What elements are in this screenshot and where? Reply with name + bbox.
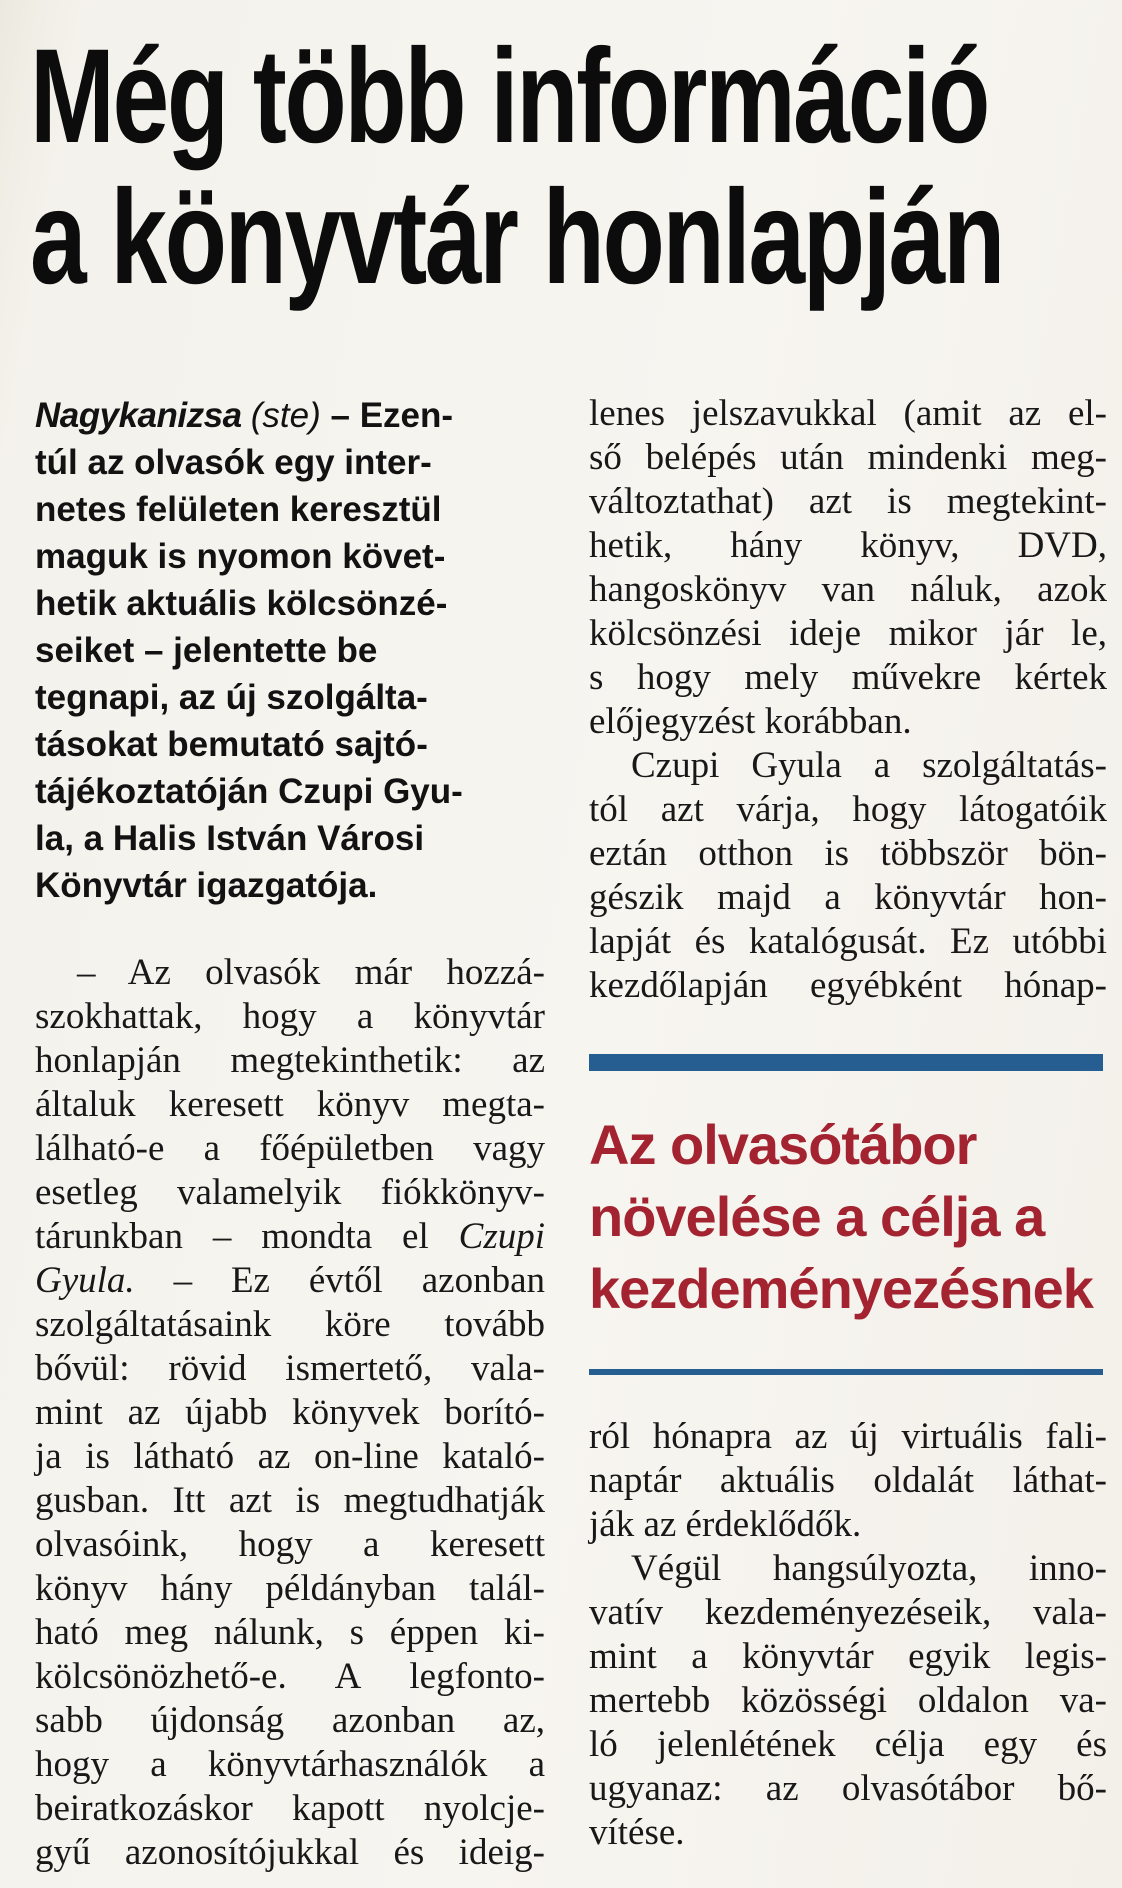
text-line: mint az újabb könyvek borító- bbox=[35, 1392, 545, 1433]
column-right bbox=[589, 392, 1107, 1875]
text-line: esetleg valamelyik fiókkönyv- bbox=[35, 1172, 545, 1213]
body-paragraph-3 bbox=[589, 744, 1107, 1008]
text-line: kölcsönözhető-e. A legfonto- bbox=[35, 1656, 545, 1697]
text-line: tegnapi, az új szolgálta- bbox=[35, 678, 428, 717]
pull-quote-rule-bottom bbox=[589, 1369, 1103, 1375]
text-line: Végül hangsúlyozta, inno- bbox=[631, 1548, 1107, 1589]
text-line: ról hónapra az új virtuális fali- bbox=[589, 1416, 1107, 1457]
text-line: hetik aktuális kölcsönzé- bbox=[35, 584, 448, 623]
text-line: bővül: rövid ismertető, vala- bbox=[35, 1348, 545, 1389]
text-line: előjegyzést korábban. bbox=[589, 701, 912, 742]
text-line: növelése a célja a bbox=[589, 1185, 1045, 1248]
text-line: s hogy mely művekre kértek bbox=[589, 657, 1107, 698]
text-line: Az olvasótábor bbox=[589, 1113, 977, 1176]
body-paragraph-1 bbox=[35, 951, 545, 1875]
text-line: gyű azonosítójukkal és ideig- bbox=[35, 1832, 545, 1873]
text-line: ható meg nálunk, s éppen ki- bbox=[35, 1612, 545, 1653]
text-line: szokhattak, hogy a könyvtár bbox=[35, 996, 545, 1037]
text-line: sabb újdonság azonban az, bbox=[35, 1700, 545, 1741]
text-line: mertebb közösségi oldalon va- bbox=[589, 1680, 1107, 1721]
text-line: kezdeményezésnek bbox=[589, 1257, 1093, 1320]
body-paragraph-2 bbox=[589, 392, 1107, 744]
text-line: tól azt várja, hogy látogatóik bbox=[589, 789, 1107, 830]
text-line: lálható-e a főépületben vagy bbox=[35, 1128, 545, 1169]
text-line: maguk is nyomon követ- bbox=[35, 537, 446, 576]
text-line: tárunkban – mondta el Czupi bbox=[35, 1216, 545, 1257]
column-left bbox=[35, 392, 545, 1875]
text-line: ső belépés után mindenki meg- bbox=[589, 437, 1107, 478]
text-line: hangoskönyv van náluk, azok bbox=[589, 569, 1107, 610]
text-line: lenes jelszavukkal (amit az el- bbox=[589, 393, 1107, 434]
text-line: honlapján megtekinthetik: az bbox=[35, 1040, 545, 1081]
text-line: beiratkozáskor kapott nyolcje- bbox=[35, 1788, 545, 1829]
text-line: lapját és katalógusát. Ez utóbbi bbox=[589, 921, 1107, 962]
text-line: olvasóink, hogy a keresett bbox=[35, 1524, 545, 1565]
text-line: Könyvtár igazgatója. bbox=[35, 866, 378, 905]
text-line: hogy a könyvtárhasználók a bbox=[35, 1744, 545, 1785]
text-line: vatív kezdeményezéseik, vala- bbox=[589, 1592, 1107, 1633]
text-line: kezdőlapján egyébként hónap- bbox=[589, 965, 1107, 1006]
text-line: vítése. bbox=[589, 1812, 685, 1853]
text-line: mint a könyvtár egyik legis- bbox=[589, 1636, 1107, 1677]
text-line: tájékoztatóján Czupi Gyu- bbox=[35, 772, 463, 811]
text-line: eztán otthon is többször bön- bbox=[589, 833, 1107, 874]
text-line: ják az érdeklődők. bbox=[589, 1504, 862, 1545]
text-line: kölcsönzési ideje mikor jár le, bbox=[589, 613, 1107, 654]
text-line: Czupi Gyula a szolgáltatás- bbox=[631, 745, 1107, 786]
text-line: tásokat bemutató sajtó- bbox=[35, 725, 428, 764]
text-line: ja is látható az on-line kataló- bbox=[35, 1436, 545, 1477]
pull-quote bbox=[589, 1109, 1107, 1325]
headline-line-2: a könyvtár honlapján bbox=[30, 163, 1004, 312]
text-line: általuk keresett könyv megta- bbox=[35, 1084, 545, 1125]
text-line: ugyanaz: az olvasótábor bő- bbox=[589, 1768, 1107, 1809]
text-line: változtathat) azt is megtekint- bbox=[589, 481, 1107, 522]
text-line: Gyula. – Ez évtől azonban bbox=[35, 1260, 545, 1301]
article-columns bbox=[35, 392, 1107, 1875]
body-paragraph-4 bbox=[589, 1415, 1107, 1547]
text-line: naptár aktuális oldalát láthat- bbox=[589, 1460, 1107, 1501]
text-line: könyv hány példányban talál- bbox=[35, 1568, 545, 1609]
article-headline bbox=[0, 0, 1122, 312]
text-line: gusban. Itt azt is megtudhatják bbox=[35, 1480, 545, 1521]
text-line: túl az olvasók egy inter- bbox=[35, 443, 432, 482]
text-line: netes felületen keresztül bbox=[35, 490, 442, 529]
body-paragraph-5 bbox=[589, 1547, 1107, 1855]
text-line: szolgáltatásaink köre tovább bbox=[35, 1304, 545, 1345]
text-line: gészik majd a könyvtár hon- bbox=[589, 877, 1107, 918]
text-line: seiket – jelentette be bbox=[35, 631, 378, 670]
text-line: Nagykanizsa (ste) – Ezen- bbox=[35, 396, 454, 435]
text-line: hetik, hány könyv, DVD, bbox=[589, 525, 1107, 566]
text-line: ló jelenlétének célja egy és bbox=[589, 1724, 1107, 1765]
pull-quote-rule-top bbox=[589, 1054, 1103, 1071]
headline-line-1: Még több információ bbox=[30, 22, 989, 171]
text-line: – Az olvasók már hozzá- bbox=[77, 952, 545, 993]
lead-paragraph bbox=[35, 392, 545, 909]
text-line: la, a Halis István Városi bbox=[35, 819, 425, 858]
